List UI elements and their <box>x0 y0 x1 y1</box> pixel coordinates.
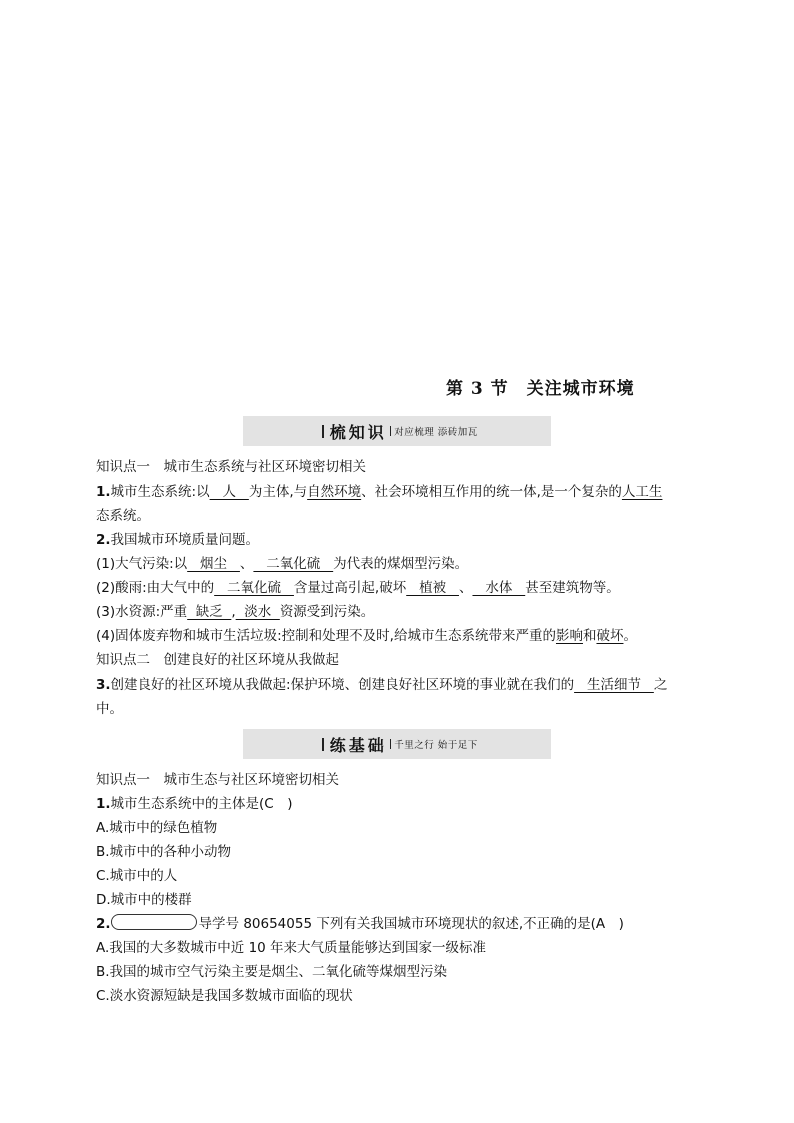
banner-bar <box>390 426 392 436</box>
question-1: 1.城市生态系统:以 人 为主体,与自然环境、社会环境相互作用的统一体,是一个复杂的人工生 <box>96 484 663 500</box>
answer-blank: 人 <box>209 484 249 500</box>
sub-item-4: (4)固体废弃物和城市生活垃圾:控制和处理不及时,给城市生态系统带来严重的影响和破坏。 <box>96 628 637 644</box>
knowledge-point-heading: 知识点一 城市生态系统与社区环境密切相关 <box>96 459 366 475</box>
question-2: 2.我国城市环境质量问题。 <box>96 532 260 548</box>
sub-item-1: (1)大气污染:以 烟尘 、 二氧化硫 为代表的煤烟型污染。 <box>96 556 469 572</box>
banner-bar <box>390 739 392 749</box>
option: A.城市中的绿色植物 <box>96 820 218 836</box>
answer-blank: 生活细节 <box>574 677 654 693</box>
banner-subtitle: 对应梳理 添砖加瓦 <box>394 427 478 438</box>
answer-blank: 水体 <box>472 580 526 596</box>
option: C.城市中的人 <box>96 868 178 884</box>
question-1-cont: 态系统。 <box>96 508 150 524</box>
knowledge-point-heading: 知识点一 城市生态与社区环境密切相关 <box>96 772 339 788</box>
answer-blank: 二氧化硫 <box>253 556 334 572</box>
answer-blank: 破坏 <box>596 628 624 644</box>
sub-item-2: (2)酸雨:由大气中的 二氧化硫 含量过高引起,破坏 植被 、 水体 甚至建筑物等。 <box>96 580 620 596</box>
question-3-cont: 中。 <box>96 701 123 717</box>
option: D.城市中的楼群 <box>96 892 192 908</box>
banner-bar <box>322 425 324 438</box>
answer-blank: 淡水 <box>235 604 280 620</box>
answer-blank: 植被 <box>406 580 459 596</box>
answer-blank: 二氧化硫 <box>214 580 294 596</box>
banner-heading: 练基础 <box>329 735 387 755</box>
banner-bar <box>322 738 324 751</box>
banner-subtitle: 千里之行 始于足下 <box>394 740 478 751</box>
exercise-2: 2. 导学号 80654055 下列有关我国城市环境现状的叙述,不正确的是(A ) <box>96 916 624 932</box>
page-title: 第 3 节 关注城市环境 <box>446 379 635 399</box>
answer-blank: 烟尘 <box>187 556 240 572</box>
answer-blank: 人工生 <box>621 484 663 500</box>
option: C.淡水资源短缺是我国多数城市面临的现状 <box>96 988 353 1004</box>
section-banner-practice <box>243 729 551 759</box>
question-3: 3.创建良好的社区环境从我做起:保护环境、创建良好社区环境的事业就在我们的 生活细节 之 <box>96 677 668 693</box>
answer-blank: 缺乏 <box>187 604 232 620</box>
knowledge-point-heading: 知识点二 创建良好的社区环境从我做起 <box>96 652 339 668</box>
option: A.我国的大多数城市中近 10 年来大气质量能够达到国家一级标准 <box>96 940 487 956</box>
sub-item-3: (3)水资源:严重 缺乏 , 淡水 资源受到污染。 <box>96 604 375 620</box>
answer-blank: 影响 <box>555 628 583 644</box>
logo-pill-icon <box>111 914 197 930</box>
option: B.我国的城市空气污染主要是烟尘、二氧化硫等煤烟型污染 <box>96 964 448 980</box>
section-banner-knowledge <box>243 416 551 446</box>
option: B.城市中的各种小动物 <box>96 844 232 860</box>
banner-heading: 梳知识 <box>329 422 387 442</box>
answer-blank: 自然环境 <box>307 484 362 500</box>
exercise-1: 1.城市生态系统中的主体是(C ) <box>96 796 293 812</box>
